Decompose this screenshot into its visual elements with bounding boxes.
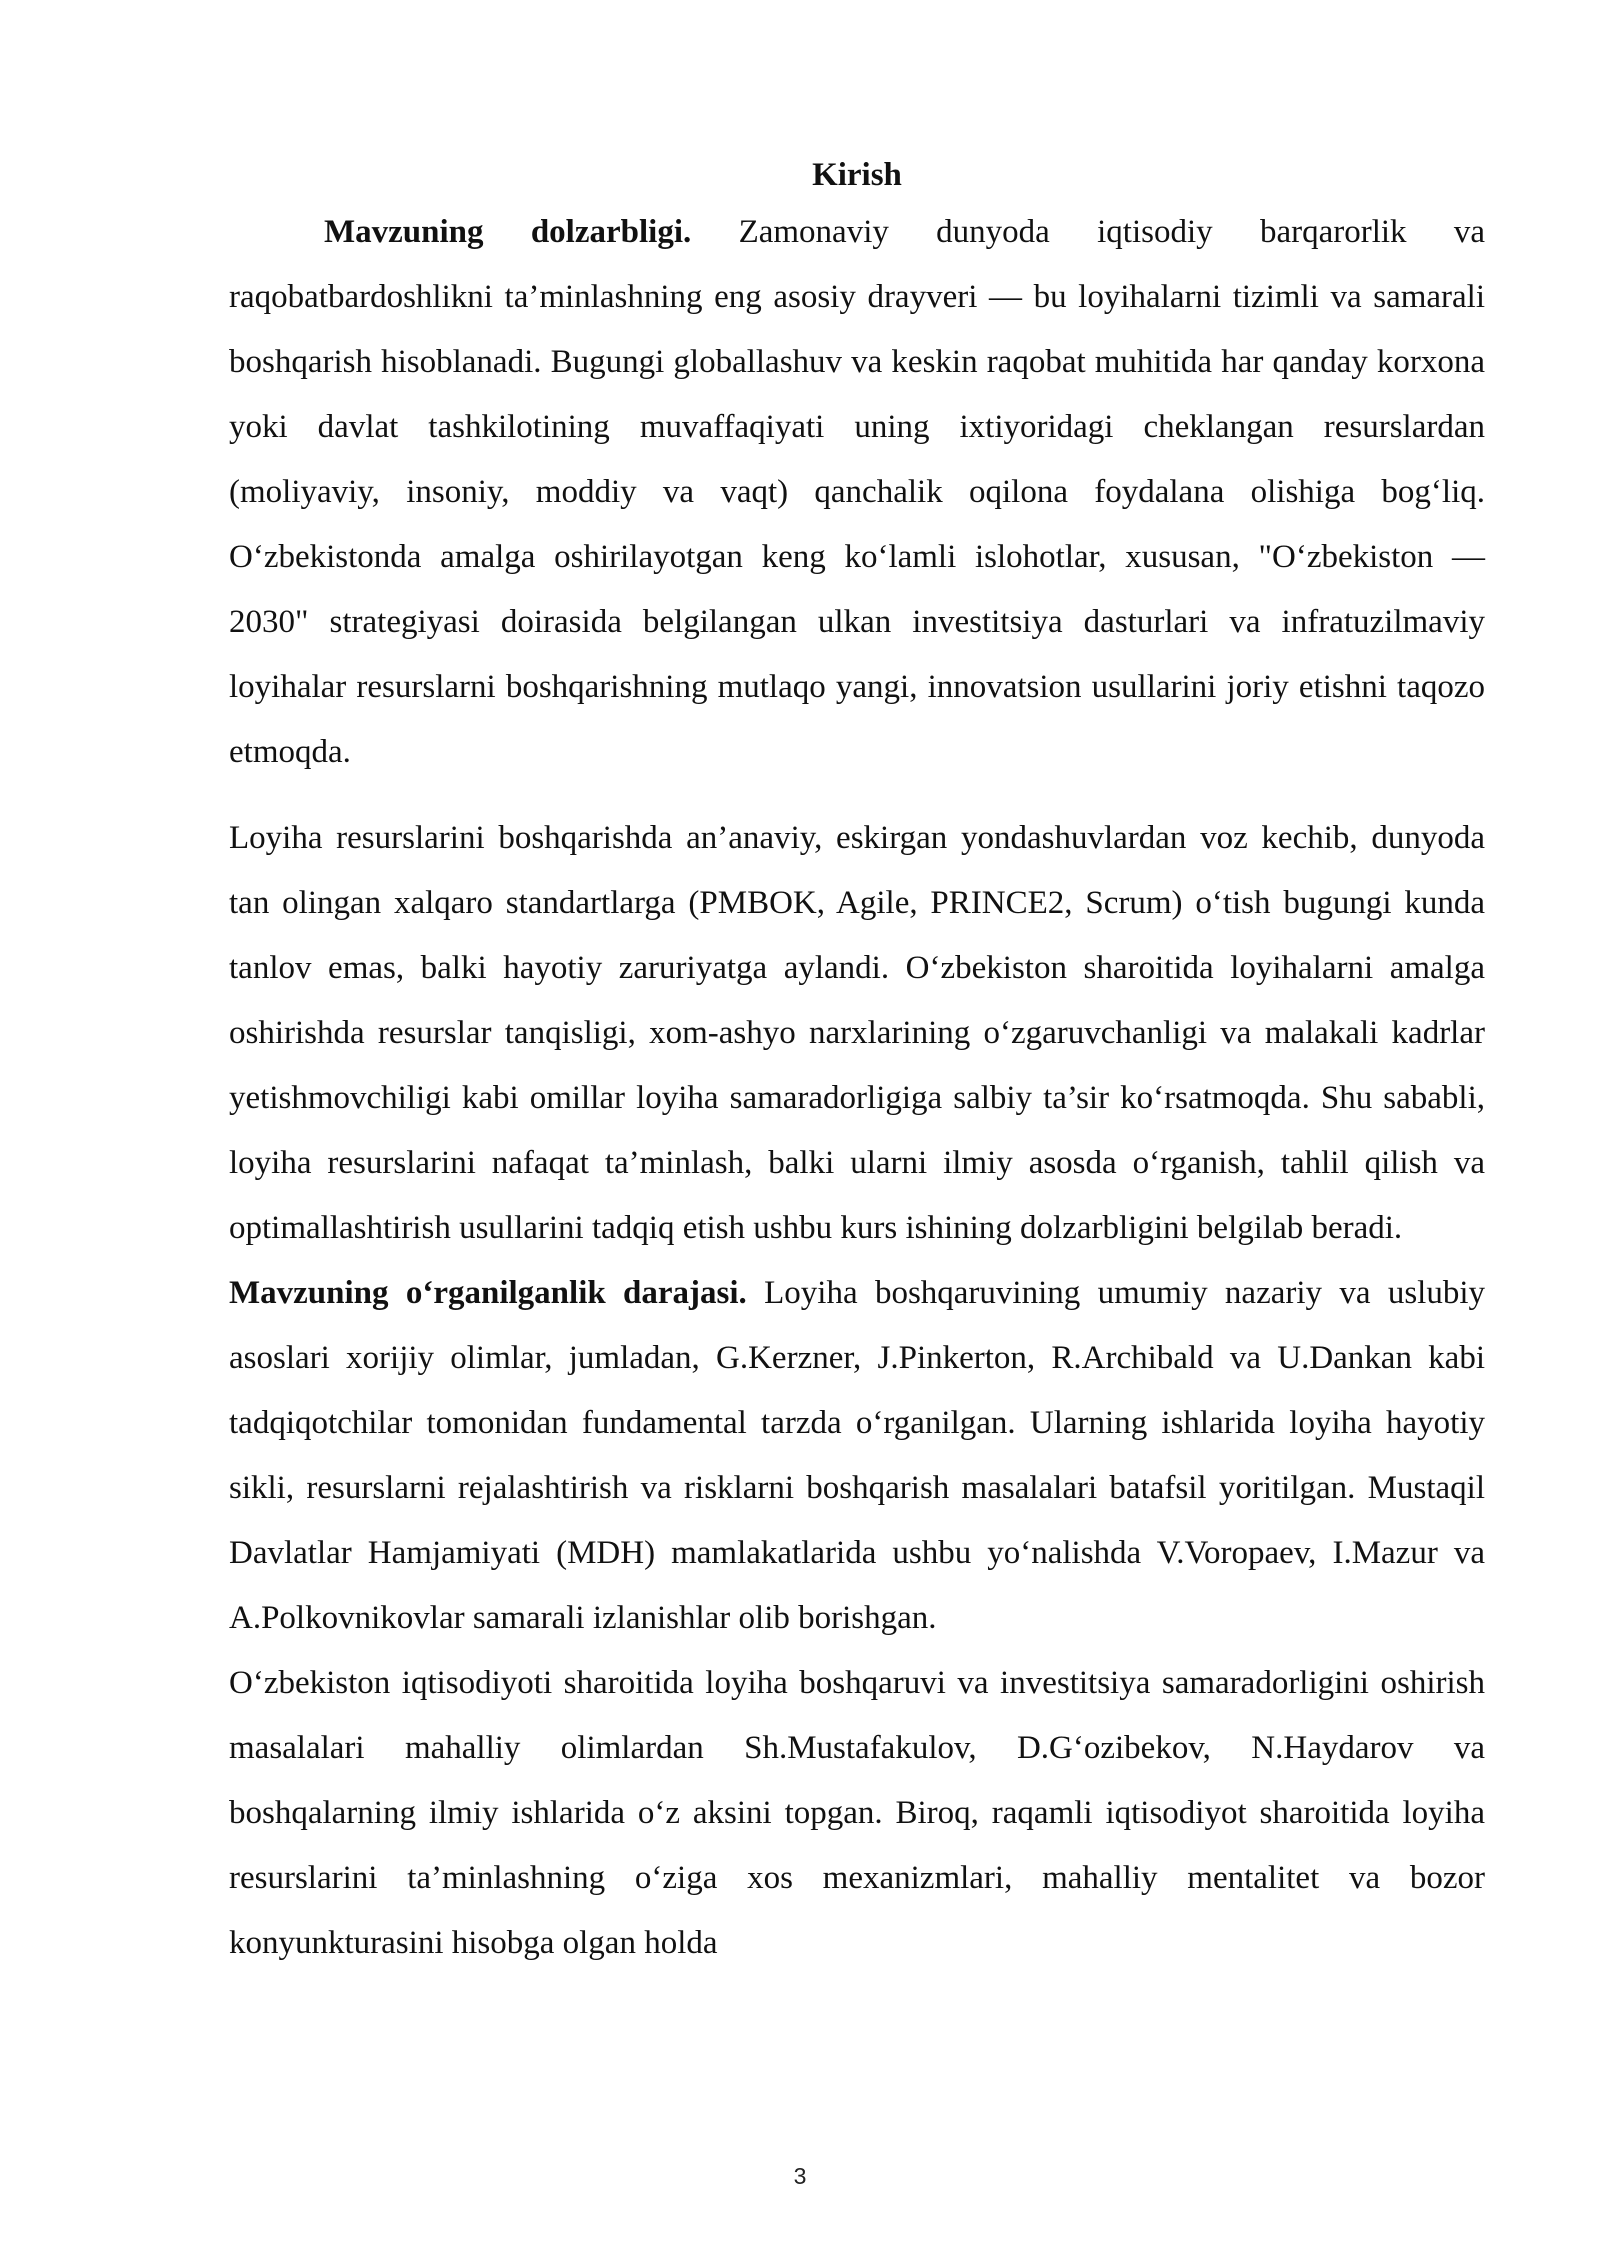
paragraph-lead-study-degree: Mavzuning o‘rganilganlik darajasi.: [229, 1275, 747, 1311]
paragraph-text-relevance: Zamonaviy dunyoda iqtisodiy barqarorlik va raqobatbardoshlikni ta’minlashning eng asosiy drayveri — bu loyihalarni tizimli va samarali boshqarish hisoblanadi. Bugungi globallashuv va keskin raqobat muhitida har qanday korxona yoki davlat tashkilotining muvaffaqiyati uning ixtiyoridagi cheklangan resurslardan (moliyaviy, insoniy, moddiy va vaqt) qanchalik oqilona foydalana olishiga bog‘liq. O‘zbekistonda amalga oshirilayotgan keng ko‘lamli islohotlar, xususan, "O‘zbekiston — 2030" strategiyasi doirasida belgilangan ulkan investitsiya dasturlari va infratuzilmaviy loyihalar resurslarni boshqarishning mutlaqo yangi, innovatsion usullarini joriy etishni taqozo etmoqda.: [229, 214, 1485, 770]
paragraph-text-study-degree: Loyiha boshqaruvining umumiy nazariy va uslubiy asoslari xorijiy olimlar, jumladan, G.Kerzner, J.Pinkerton, R.Archibald va U.Dankan kabi tadqiqotchilar tomonidan fundamental tarzda o‘rganilgan. Ularning ishlarida loyiha hayotiy sikli, resurslarni rejalashtirish va risklarni boshqarish masalalari batafsil yoritilgan. Mustaqil Davlatlar Hamjamiyati (MDH) mamlakatlarida ushbu yo‘nalishda V.Voropaev, I.Mazur va A.Polkovnikovlar samarali izlanishlar olib borishgan.: [229, 1275, 1486, 1636]
paragraph-text-standards: Loyiha resurslarini boshqarishda an’anaviy, eskirgan yondashuvlardan voz kechib, dunyoda tan olingan xalqaro standartlarga (PMBOK, Agile, PRINCE2, Scrum) o‘tish bugungi kunda tanlov emas, balki hayotiy zaruriyatga aylandi. O‘zbekiston sharoitida loyihalarni amalga oshirishda resurslar tanqisligi, xom-ashyo narxlarining o‘zgaruvchanligi va malakali kadrlar yetishmovchiligi kabi omillar loyiha samaradorligiga salbiy ta’sir ko‘rsatmoqda. Shu sababli, loyiha resurslarini nafaqat ta’minlash, balki ularni ilmiy asosda o‘rganish, tahlil qilish va optimallashtirish usullarini tadqiq etish ushbu kurs ishining dolzarbligini belgilab beradi.: [229, 820, 1485, 1246]
paragraph-relevance: [229, 200, 1485, 785]
paragraph-lead-relevance: Mavzuning dolzarbligi.: [324, 214, 692, 250]
page-content: [229, 150, 1485, 1976]
page-number: 3: [793, 2163, 807, 2189]
page-title: Kirish: [812, 157, 902, 193]
paragraph-text-local-scholars: O‘zbekiston iqtisodiyoti sharoitida loyiha boshqaruvi va investitsiya samaradorligini oshirish masalalari mahalliy olimlardan Sh.Mustafakulov, D.G‘ozibekov, N.Haydarov va boshqalarning ilmiy ishlarida o‘z aksini topgan. Biroq, raqamli iqtisodiyot sharoitida loyiha resurslarini ta’minlashning o‘ziga xos mexanizmlari, mahalliy mentalitet va bozor konyunkturasini hisobga olgan holda: [229, 1665, 1485, 1961]
paragraph-standards: [229, 806, 1485, 1261]
paragraph-local-scholars: [229, 1651, 1485, 1976]
paragraph-study-degree: [229, 1261, 1485, 1651]
